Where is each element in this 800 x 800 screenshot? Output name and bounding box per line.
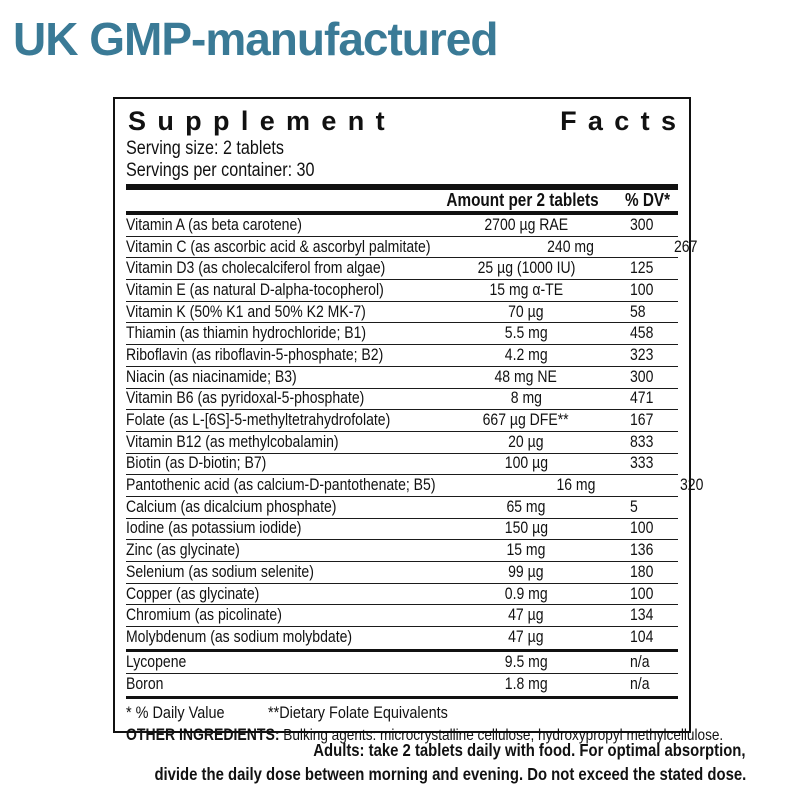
ingredient-amount: 65 mg (506, 497, 546, 516)
ingredient-name: Boron (126, 675, 164, 694)
directions (46, 738, 746, 786)
ingredient-dv-cell (612, 216, 678, 235)
ingredient-amount: 48 mg NE (494, 367, 558, 386)
ingredient-name: Vitamin B6 (as pyridoxal-5-phosphate) (126, 389, 365, 408)
other-ingredients-label: OTHER INGREDIENTS: (126, 726, 280, 745)
other-ingredients-value: Bulking agents: microcrystalline cellulose, hydroxypropyl methylcellulose. (279, 727, 724, 745)
ingredient-dv: 323 (630, 345, 654, 364)
ingredient-amount-cell (440, 498, 612, 517)
ingredient-dv-cell (612, 324, 678, 343)
directions-line1-text: Adults: take 2 tablets daily with food. For optimal absorption, (313, 740, 746, 760)
ingredient-amount-cell (440, 389, 612, 408)
ingredient-dv-cell (612, 541, 678, 560)
ingredient-name-cell (126, 303, 440, 322)
ingredient-name-cell (126, 411, 440, 430)
ingredient-name-cell (126, 585, 440, 604)
ingredient-dv-cell (612, 281, 678, 300)
ingredient-name: Molybdenum (as sodium molybdate) (126, 628, 353, 647)
ingredient-dv-cell (662, 476, 728, 495)
ingredient-dv: n/a (630, 653, 650, 672)
ingredient-dv-cell (612, 628, 678, 647)
serving-size-text: Serving size: 2 tablets (126, 138, 284, 159)
ingredient-amount-cell (490, 476, 662, 495)
ingredient-dv-cell (612, 433, 678, 452)
ingredient-dv-cell (612, 303, 678, 322)
ingredient-name: Chromium (as picolinate) (126, 606, 282, 625)
table-row (126, 605, 678, 627)
ingredient-amount-cell (440, 303, 612, 322)
ingredient-name-cell (126, 653, 440, 672)
directions-line2 (46, 762, 746, 786)
heading-word-facts: Facts (560, 106, 688, 136)
ingredient-amount: 2700 µg RAE (484, 215, 568, 234)
ingredient-dv-cell (612, 585, 678, 604)
ingredient-amount-cell (440, 411, 612, 430)
ingredient-name: Vitamin D3 (as cholecalciferol from algae) (126, 259, 386, 278)
ingredient-name: Riboflavin (as riboflavin-5-phosphate; B2) (126, 345, 384, 364)
ingredient-amount: 240 mg (546, 237, 594, 256)
ingredient-amount: 20 µg (508, 432, 544, 451)
ingredient-name-cell (126, 541, 440, 560)
ingredient-dv-cell (612, 259, 678, 278)
ingredient-name: Vitamin A (as beta carotene) (126, 215, 302, 234)
ingredient-name: Thiamin (as thiamin hydrochloride; B1) (126, 324, 367, 343)
nutrient-rows (126, 215, 704, 649)
ingredient-name: Zinc (as glycinate) (126, 541, 240, 560)
footnote-daily-value: * % Daily Value (126, 703, 225, 723)
table-row (126, 323, 678, 345)
ingredient-amount-cell (440, 519, 612, 538)
table-row (126, 562, 678, 584)
ingredient-amount-cell (440, 653, 612, 672)
supplement-facts-panel (113, 97, 724, 745)
ingredient-amount-cell (440, 216, 612, 235)
ingredient-amount-cell (440, 606, 612, 625)
ingredient-name-cell (126, 606, 440, 625)
servings-per-container-text: Servings per container: 30 (126, 159, 315, 181)
ingredient-dv: 100 (630, 584, 654, 603)
ingredient-dv: 136 (630, 541, 654, 560)
ingredient-amount-cell (440, 433, 612, 452)
ingredient-dv: 333 (630, 454, 654, 473)
table-row (126, 584, 678, 606)
ingredient-amount-cell (440, 675, 612, 694)
ingredient-amount: 70 µg (508, 302, 544, 321)
ingredient-amount: 1.8 mg (504, 675, 548, 694)
ingredient-name: Vitamin E (as natural D-alpha-tocopherol) (126, 280, 384, 299)
ingredient-name-cell (126, 519, 440, 538)
ingredient-name-cell (126, 563, 440, 582)
ingredient-dv: 267 (674, 237, 698, 256)
ingredient-name: Vitamin C (as ascorbic acid & ascorbyl palmitate) (126, 237, 431, 256)
ingredient-name-cell (126, 498, 440, 517)
extra-nutrient-rows (126, 652, 678, 695)
table-row (126, 497, 678, 519)
heading-word-supplement: Supplement (128, 106, 396, 136)
ingredient-dv-cell (612, 563, 678, 582)
table-row (126, 432, 678, 454)
ingredient-amount-cell (484, 238, 656, 257)
ingredient-amount-cell (440, 346, 612, 365)
table-row (126, 237, 698, 259)
ingredient-amount: 15 mg (506, 541, 546, 560)
ingredient-amount: 0.9 mg (504, 584, 548, 603)
ingredient-dv: 300 (630, 215, 654, 234)
table-row (126, 652, 678, 674)
ingredient-name-cell (126, 259, 440, 278)
ingredient-name: Calcium (as dicalcium phosphate) (126, 497, 337, 516)
ingredient-amount-cell (440, 324, 612, 343)
column-header-dv (612, 190, 678, 211)
ingredient-dv: 833 (630, 432, 654, 451)
ingredient-amount-cell (440, 541, 612, 560)
ingredient-name: Pantothenic acid (as calcium-D-pantothenate; B5) (126, 476, 436, 495)
table-row (126, 410, 678, 432)
table-row (126, 345, 678, 367)
ingredient-name-cell (126, 346, 440, 365)
ingredient-dv-cell (612, 411, 678, 430)
ingredient-dv: 180 (630, 562, 654, 581)
ingredient-dv: n/a (630, 675, 650, 694)
ingredient-name: Copper (as glycinate) (126, 584, 260, 603)
ingredient-name-cell (126, 454, 440, 473)
ingredient-name: Niacin (as niacinamide; B3) (126, 367, 297, 386)
ingredient-amount: 15 mg α-TE (489, 280, 563, 299)
ingredient-name-cell (126, 238, 484, 257)
ingredient-dv: 58 (630, 302, 646, 321)
table-row (126, 627, 678, 649)
ingredient-name-cell (126, 368, 440, 387)
ingredient-dv: 167 (630, 411, 654, 430)
ingredient-amount: 9.5 mg (504, 653, 548, 672)
ingredient-name-cell (126, 216, 440, 235)
servings-per-container (126, 160, 678, 182)
table-row (126, 454, 678, 476)
table-row (126, 475, 704, 497)
ingredient-dv: 104 (630, 628, 654, 647)
ingredient-dv-cell (612, 519, 678, 538)
ingredient-amount-cell (440, 563, 612, 582)
ingredient-amount: 667 µg DFE** (482, 411, 570, 430)
ingredient-amount: 100 µg (504, 454, 548, 473)
table-row (126, 302, 678, 324)
ingredient-name-cell (126, 675, 440, 694)
ingredient-name: Lycopene (126, 653, 187, 672)
ingredient-name: Folate (as L-[6S]-5-methyltetrahydrofolate) (126, 411, 391, 430)
ingredient-name: Selenium (as sodium selenite) (126, 562, 314, 581)
ingredient-dv: 458 (630, 324, 654, 343)
ingredient-dv: 100 (630, 280, 654, 299)
ingredient-amount-cell (440, 368, 612, 387)
ingredient-amount-cell (440, 628, 612, 647)
ingredient-dv-cell (656, 238, 722, 257)
ingredient-dv-cell (612, 389, 678, 408)
ingredient-dv: 125 (630, 259, 654, 278)
ingredient-dv: 471 (630, 389, 654, 408)
column-header-amount-text: Amount per 2 tablets (446, 190, 599, 210)
ingredient-amount: 47 µg (508, 606, 544, 625)
ingredient-dv-cell (612, 498, 678, 517)
ingredient-dv-cell (612, 346, 678, 365)
ingredient-amount: 25 µg (1000 IU) (477, 259, 575, 278)
ingredient-name: Iodine (as potassium iodide) (126, 519, 302, 538)
ingredient-name: Vitamin K (50% K1 and 50% K2 MK-7) (126, 302, 366, 321)
ingredient-amount-cell (440, 454, 612, 473)
ingredient-dv-cell (612, 653, 678, 672)
page-title: UK GMP-manufactured (13, 13, 498, 65)
table-row (126, 519, 678, 541)
ingredient-dv: 320 (680, 476, 704, 495)
ingredient-dv-cell (612, 675, 678, 694)
ingredient-name-cell (126, 324, 440, 343)
ingredient-name-cell (126, 628, 440, 647)
table-row (126, 674, 678, 696)
ingredient-name-cell (126, 476, 490, 495)
ingredient-amount-cell (440, 281, 612, 300)
column-header-dv-text: % DV* (625, 190, 671, 210)
footnote (126, 699, 678, 724)
ingredient-dv-cell (612, 454, 678, 473)
ingredient-name: Biotin (as D-biotin; B7) (126, 454, 267, 473)
ingredient-amount: 16 mg (556, 476, 596, 495)
ingredient-name-cell (126, 389, 440, 408)
directions-line1 (46, 738, 746, 762)
ingredient-dv-cell (612, 606, 678, 625)
ingredient-name-cell (126, 281, 440, 300)
directions-line2-text: divide the daily dose between morning and evening. Do not exceed the stated dose. (154, 764, 746, 784)
serving-size (126, 138, 678, 160)
ingredient-amount: 4.2 mg (504, 345, 548, 364)
ingredient-amount: 8 mg (510, 389, 542, 408)
table-row (126, 215, 678, 237)
table-row (126, 540, 678, 562)
ingredient-dv: 5 (630, 497, 638, 516)
table-row (126, 280, 678, 302)
column-header-amount (433, 190, 612, 211)
ingredient-amount: 99 µg (508, 562, 544, 581)
ingredient-amount: 5.5 mg (504, 324, 548, 343)
footnote-dfe: **Dietary Folate Equivalents (267, 703, 448, 723)
column-header-row (126, 190, 678, 211)
ingredient-amount: 150 µg (504, 519, 548, 538)
ingredient-name: Vitamin B12 (as methylcobalamin) (126, 432, 339, 451)
ingredient-amount: 47 µg (508, 628, 544, 647)
ingredient-dv: 100 (630, 519, 654, 538)
supplement-facts-heading (126, 104, 688, 138)
ingredient-amount-cell (440, 585, 612, 604)
ingredient-dv: 300 (630, 367, 654, 386)
ingredient-amount-cell (440, 259, 612, 278)
ingredient-name-cell (126, 433, 440, 452)
table-row (126, 389, 678, 411)
ingredient-dv-cell (612, 368, 678, 387)
table-row (126, 367, 678, 389)
ingredient-dv: 134 (630, 606, 654, 625)
table-row (126, 258, 678, 280)
